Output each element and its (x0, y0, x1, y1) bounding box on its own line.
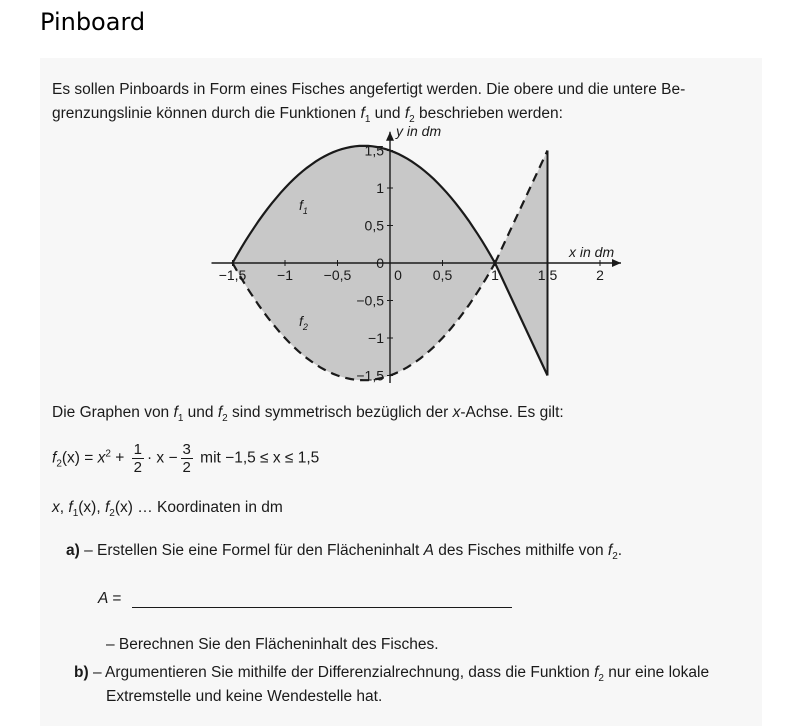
fraction-one-half: $\frac{1}{2}$ (133, 441, 142, 476)
function-formula: $f_2(x) = x^2$ + $\frac{1}{2}$ · x − $\frac{3}{2}$ mit −1,5 ≤ x ≤ 1,5 (52, 441, 320, 476)
answer-line[interactable] (132, 607, 512, 608)
answer-label: A = (98, 590, 122, 607)
task-a-first: a) – Erstellen Sie eine Formel für den Flächeninhalt A des Fisches mithilfe von $f_2$. (66, 542, 623, 562)
x-axis-label: x in dm (569, 244, 615, 260)
x-tick-label: 0 (394, 267, 402, 283)
y-tick-label: 1 (376, 180, 384, 196)
x-tick-label: −1 (277, 267, 293, 283)
y-tick-label: −1,5 (356, 367, 384, 384)
y-tick-label: 1,5 (364, 142, 384, 159)
x-tick-label: 1 (491, 267, 499, 283)
x-tick-label: −1,5 (218, 267, 247, 283)
x-tick-label: 0,5 (432, 267, 453, 283)
y-tick-label: 0,5 (364, 217, 384, 234)
coordinates-legend: x, $f_1(x)$, $f_2(x)$ … Koordinaten in dm (52, 499, 283, 519)
f2-label: $f_2$ (299, 313, 308, 332)
y-tick-label: −0,5 (356, 292, 384, 309)
intro-paragraph: Es sollen Pinboards in Form eines Fisches angefertigt werden. Die obere und die untere Be-grenzungslinie können durch die Funktionen $f_1$ und $f_2$ beschrieben werden: (52, 81, 686, 125)
fraction-three-halves: $\frac{3}{2}$ (182, 441, 191, 476)
task-b-first: b) – Argumentieren Sie mithilfe der Differenzialrechnung, dass die Funktion $f_2$ nur eine lokale (74, 664, 710, 684)
task-b-second: Extremstelle und keine Wendestelle hat. (106, 688, 383, 705)
y-axis-label: y in dm (396, 122, 442, 139)
symmetry-statement: Die Graphen von $f_1$ und $f_2$ sind symmetrisch bezüglich der x-Achse. Es gilt: (52, 404, 564, 424)
fish-graph (218, 122, 615, 384)
x-tick-label: −0,5 (323, 267, 352, 283)
f1-label: $f_1$ (299, 197, 308, 216)
y-tick-label: 0 (376, 255, 384, 271)
page-heading: Pinboard (40, 8, 146, 36)
x-tick-label: 2 (596, 267, 604, 283)
task-a-second: – Berechnen Sie den Flächeninhalt des Fisches. (106, 636, 439, 653)
y-tick-label: −1 (368, 330, 384, 346)
x-tick-label: 1,5 (537, 267, 558, 283)
